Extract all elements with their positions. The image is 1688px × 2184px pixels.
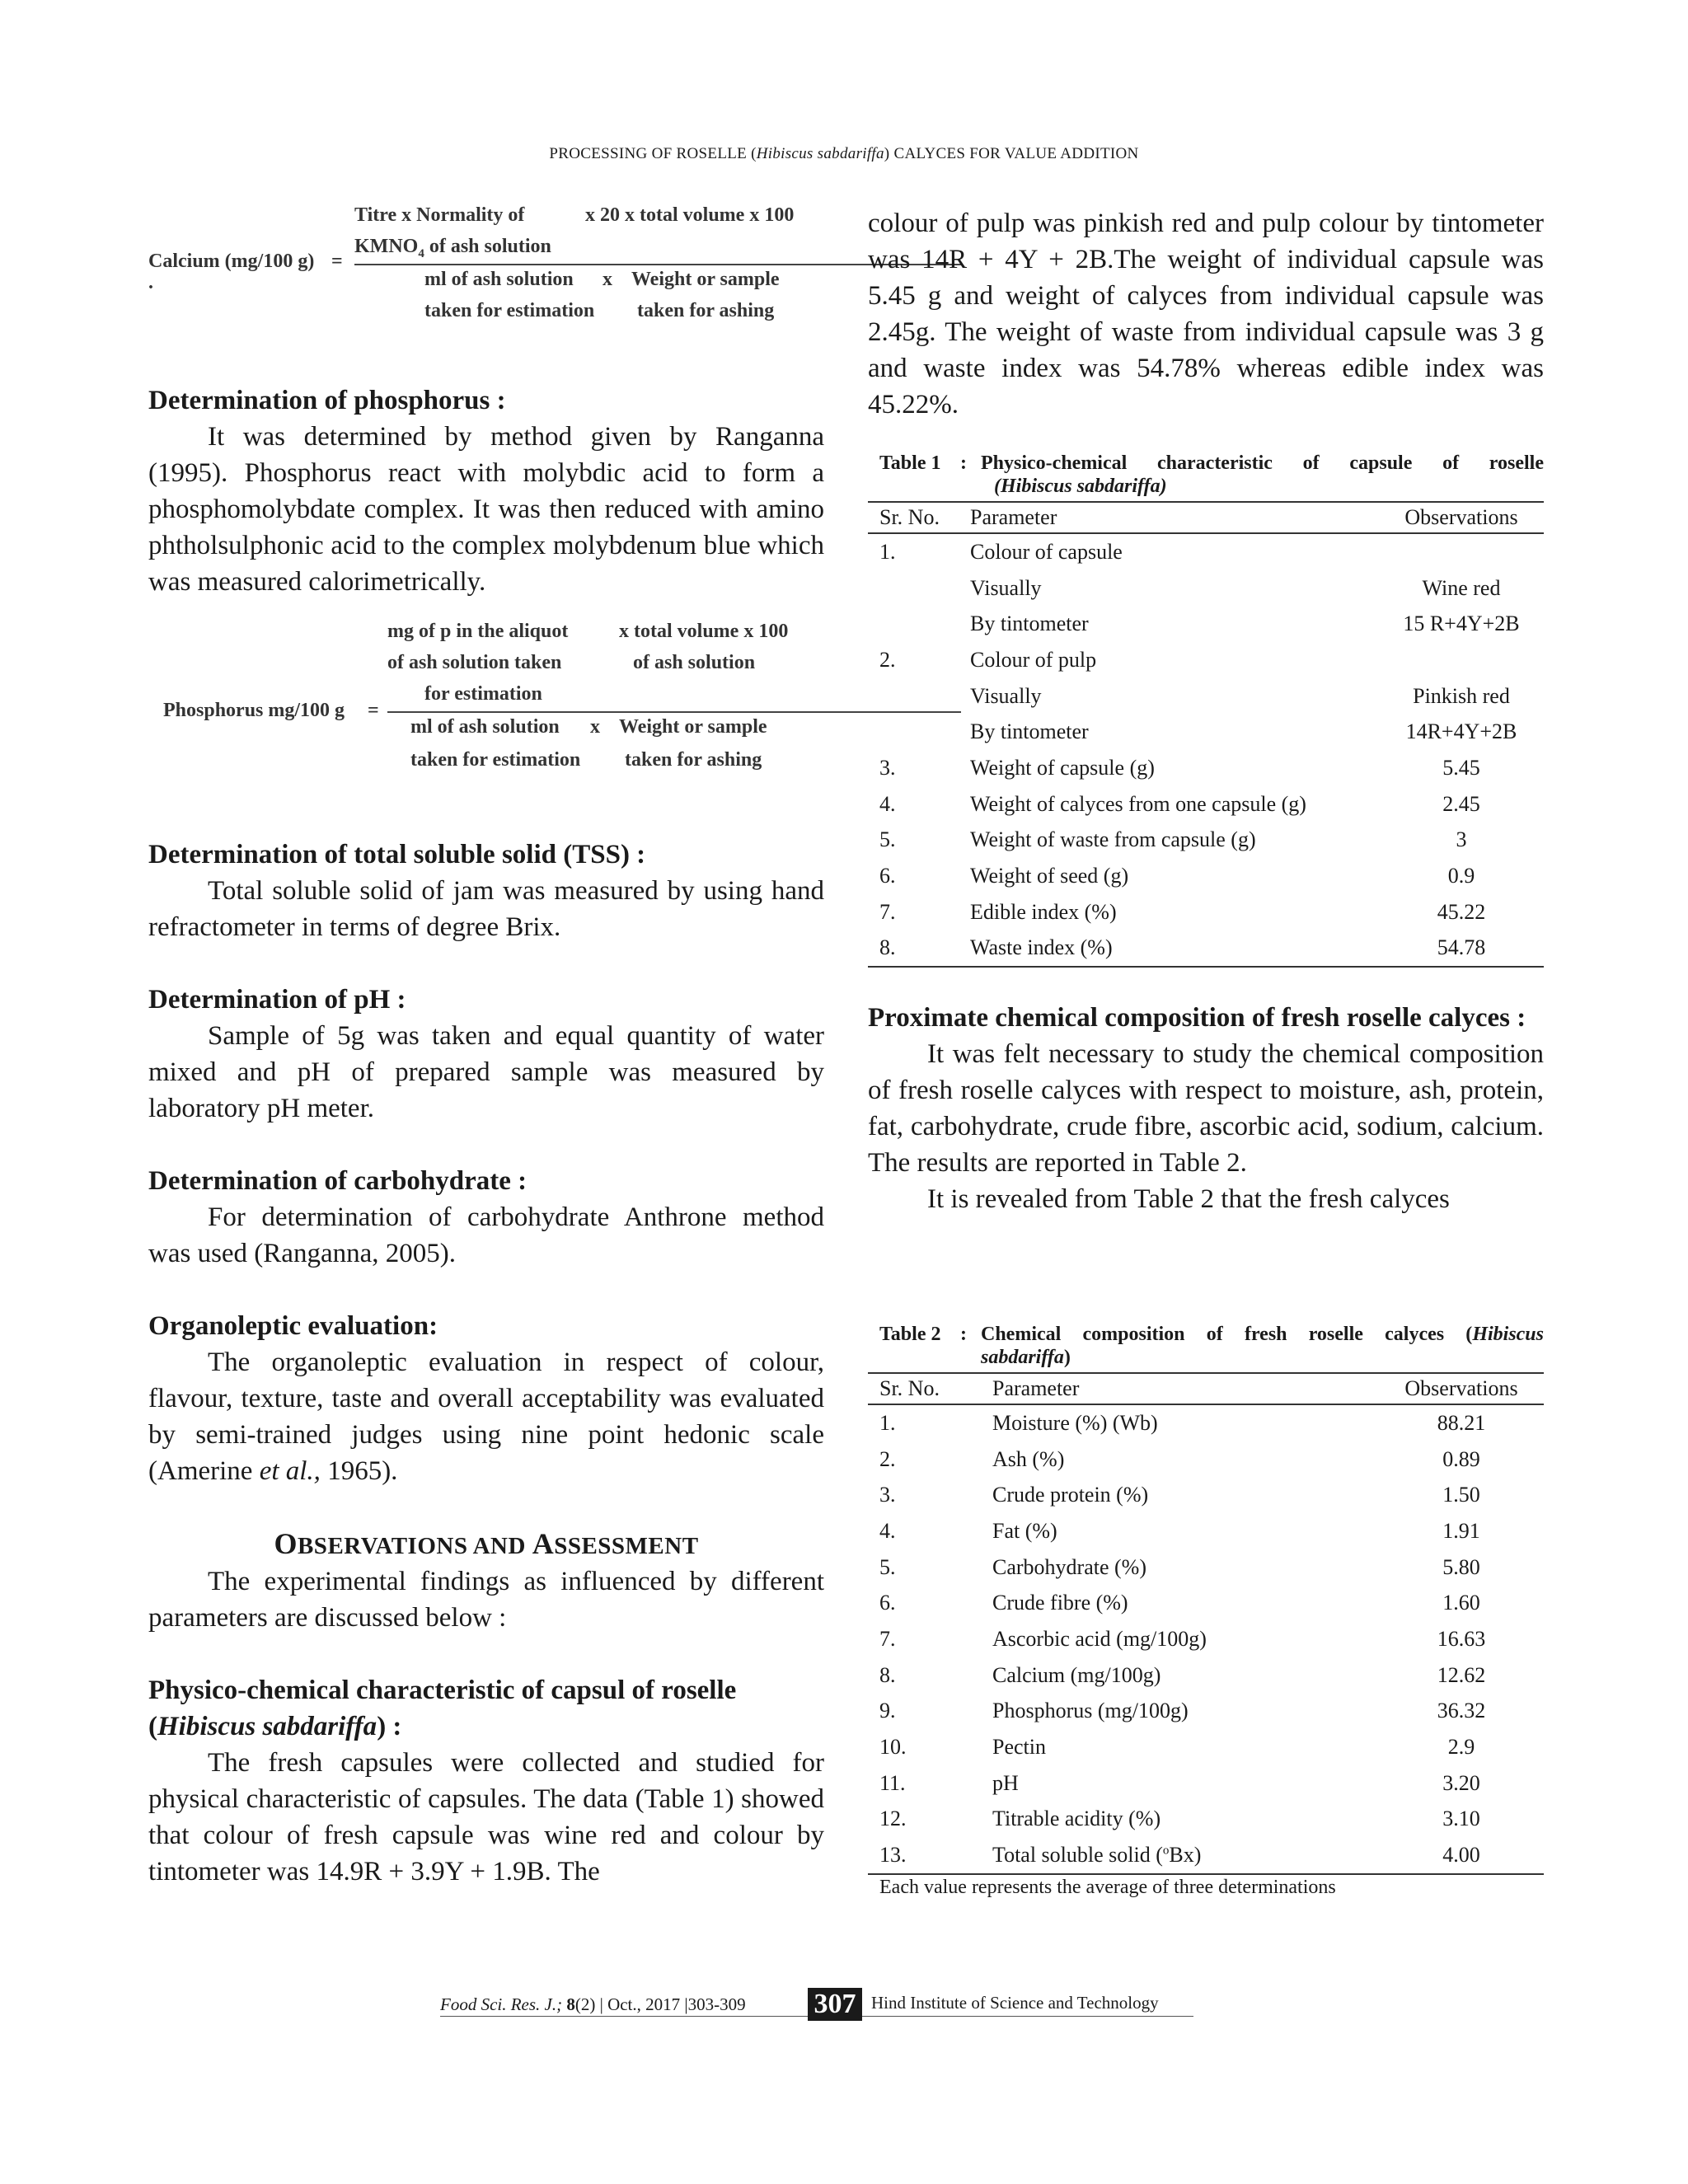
section-title-observations: OBSERVATIONS AND ASSESSMENT (274, 1527, 699, 1560)
table-row: 2. Ash (%) 0.89 (879, 1446, 1480, 1471)
para-proximate-1: It was felt necessary to study the chemical composition of fresh roselle calyces with respect to moisture, ash, protein, fat, carbohydrate, crude fibre, ascorbic acid, sodium, calcium. The results are reported in Table 2. (868, 1039, 1544, 1178)
table-row: 8. Waste index (%) 54.78 (879, 935, 1486, 960)
para-organoleptic: The organoleptic evaluation in respect of colour, flavour, texture, taste and overall acceptability was evaluated by semi-trained judges using nine point hedonic scale (Amerine et al., 1965). (148, 1347, 824, 1486)
running-head-text: PROCESSING OF ROSELLE (Hibiscus sabdariffa) CALYCES FOR VALUE ADDITION (549, 145, 1139, 162)
table2 (868, 1323, 1544, 1900)
phos-den-ml: ml of ash solution (410, 716, 560, 738)
table2-grid (868, 1374, 1544, 1404)
calcium-eq: = (331, 251, 343, 272)
heading-proximate: Proximate chemical composition of fresh roselle calyces : (868, 1003, 1526, 1033)
footer-citation: Food Sci. Res. J.; 8(2) | Oct., 2017 |303-309 (440, 1994, 746, 2014)
heading-tss: Determination of total soluble solid (TSS) : (148, 840, 646, 869)
calcium-den-ml: ml of ash solution (424, 269, 574, 290)
table-row: 13. Total soluble solid ($^o$Bx) 4.00 (879, 1843, 1480, 1868)
para-proximate-2: It is revealed from Table 2 that the fresh calyces (927, 1184, 1450, 1214)
table1-caption: Table 1 : Physico-chemical characteristic of capsule of roselle (Hibiscus sabdariffa) (879, 452, 1544, 497)
calcium-den-taken-est: taken for estimation (424, 300, 595, 321)
footer (440, 1988, 1264, 2021)
para-phosphorus: It was determined by method given by Ranganna (1995). Phosphorus react with molybdic acid to form a phosphomolybdate complex. It was then reduced with amino phtholsulphonic acid to the complex molybdenum blue which was measured calorimetrically. (148, 422, 824, 597)
calcium-den-x: x (603, 269, 612, 290)
phos-den-weight: Weight or sample (619, 716, 767, 738)
table-row: 6. Weight of seed (g) 0.9 (879, 864, 1475, 888)
table-row: 4. Weight of calyces from one capsule (g) 2.45 (879, 791, 1480, 816)
table-row: 1. Moisture (%) (Wb) 88.21 (879, 1410, 1486, 1435)
right-column-top (868, 205, 1544, 423)
para-carbohydrate: For determination of carbohydrate Anthrone method was used (Ranganna, 2005). (148, 1202, 824, 1268)
table-row: 3. Crude protein (%) 1.50 (879, 1483, 1480, 1507)
heading-carbohydrate: Determination of carbohydrate : (148, 1166, 528, 1196)
table-row: 7. Ascorbic acid (mg/100g) 16.63 (879, 1626, 1486, 1651)
table-row: 5. Weight of waste from capsule (g) 3 (879, 827, 1467, 852)
calcium-formula (148, 204, 824, 336)
phos-num-ash: of ash solution (633, 652, 756, 673)
table-row: 5. Carbohydrate (%) 5.80 (879, 1554, 1480, 1579)
heading-phosphorus: Determination of phosphorus : (148, 386, 506, 415)
calcium-num-volume: x 20 x total volume x 100 (585, 204, 795, 226)
table1 (868, 452, 1544, 968)
table-row: 9. Phosphorus (mg/100g) 36.32 (879, 1699, 1486, 1723)
table1-grid (868, 503, 1544, 532)
phos-num-est: for estimation (424, 683, 542, 705)
table-row: 12. Titrable acidity (%) 3.10 (879, 1807, 1480, 1831)
para-continued: colour of pulp was pinkish red and pulp colour by tintometer was 14R + 4Y + 2B.The weight of individual capsule was 5.45 g and weight of calyces from individual capsule was 2.45g. The weight of waste from individual capsule was 3 g and waste index was 54.78% whereas edible index was 45.22%. (868, 209, 1544, 419)
phosphorus-formula (148, 621, 824, 785)
phos-num-volume: x total volume x 100 (619, 621, 789, 642)
table-row: 11. pH 3.20 (879, 1770, 1480, 1795)
heading-organoleptic: Organoleptic evaluation: (148, 1311, 438, 1341)
footer-institute: Hind Institute of Science and Technology (871, 1993, 1159, 2013)
table-row: 6. Crude fibre (%) 1.60 (879, 1591, 1480, 1615)
heading-ph: Determination of pH : (148, 985, 406, 1015)
table2-header-parameter: Parameter (992, 1376, 1080, 1400)
table-row: 7. Edible index (%) 45.22 (879, 899, 1486, 924)
table2-caption: Table 2 : Chemical composition of fresh roselle calyces (Hibiscus sabdariffa) (879, 1324, 1544, 1368)
table-row: Visually Wine red (970, 575, 1501, 600)
left-column (148, 382, 824, 600)
phos-eq: = (368, 700, 379, 721)
page-number: 307 (808, 1988, 862, 2021)
phos-den-x: x (590, 716, 600, 738)
table-row: By tintometer 15 R+4Y+2B (970, 612, 1520, 636)
table-row: By tintometer 14R+4Y+2B (970, 719, 1517, 744)
footer-rule-left (440, 2016, 808, 2017)
calcium-den-taken-ash: taken for ashing (637, 300, 775, 321)
table1-body (868, 534, 1544, 966)
phos-den-taken-est: taken for estimation (410, 749, 581, 771)
table-row: 4. Fat (%) 1.91 (879, 1518, 1480, 1543)
table1-header-srno: Sr. No. (879, 505, 940, 529)
phos-num-mg: mg of p in the aliquot (387, 621, 569, 642)
phos-lhs: Phosphorus mg/100 g (163, 700, 345, 721)
phos-den-taken-ash: taken for ashing (625, 749, 762, 771)
table-row: Visually Pinkish red (970, 683, 1510, 708)
calcium-num-titre: Titre x Normality of (354, 204, 525, 226)
table-row: 2. Colour of pulp (879, 647, 1097, 672)
phos-num-taken: of ash solution taken (387, 652, 562, 673)
left-column-lower (148, 837, 824, 1890)
para-observations: The experimental findings as influenced by different parameters are discussed below : (148, 1567, 824, 1633)
table-row: 3. Weight of capsule (g) 5.45 (879, 755, 1480, 780)
calcium-den-weight: Weight or sample (631, 269, 780, 290)
table1-header-row (868, 503, 1544, 532)
para-tss: Total soluble solid of jam was measured by using hand refractometer in terms of degree Brix. (148, 876, 824, 942)
running-head (0, 145, 1688, 163)
calcium-num-kmno: $KMNO_4$ of ash solution (354, 236, 551, 260)
para-ph: Sample of 5g was taken and equal quantity of water mixed and pH of prepared sample was measured by laboratory pH meter. (148, 1021, 824, 1123)
table2-body (868, 1405, 1544, 1873)
table2-header-observations: Observations (1404, 1376, 1518, 1400)
table-row: 8. Calcium (mg/100g) 12.62 (879, 1662, 1486, 1687)
table2-header-row (868, 1374, 1544, 1404)
para-physico: The fresh capsules were collected and studied for physical characteristic of capsules. The data (Table 1) showed that colour of fresh capsule was wine red and colour by tintometer was 14.9R + 3.9Y + 1.9B. The (148, 1748, 824, 1886)
calcium-lhs: Calcium (mg/100 g) (148, 251, 315, 272)
calcium-dot: . (148, 272, 153, 293)
table-row: 10. Pectin 2.9 (879, 1735, 1475, 1760)
footer-rule-right (862, 2016, 1193, 2017)
table1-header-observations: Observations (1404, 505, 1518, 529)
table2-header-srno: Sr. No. (879, 1376, 940, 1400)
table-row: 1. Colour of capsule (879, 539, 1123, 564)
table1-header-parameter: Parameter (970, 505, 1057, 529)
heading-physico: Physico-chemical characteristic of capsul of roselle (Hibiscus sabdariffa) : (148, 1675, 737, 1741)
table1-bottom-rule (868, 966, 1544, 968)
right-column-middle (868, 1000, 1544, 1217)
table2-note: Each value represents the average of three determinations (879, 1876, 1336, 1898)
